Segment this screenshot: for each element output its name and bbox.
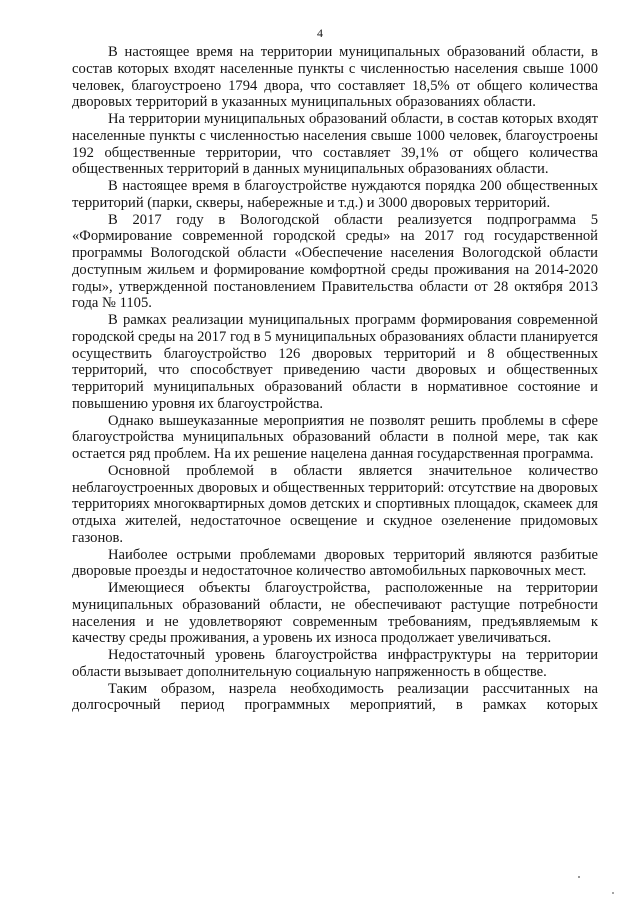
paragraph-5: В рамках реализации муниципальных программ формирования современной городской среды на 2017 год в 5 муниципальных образованиях области планируется осуществить благоустройство 126 дворовых территорий и 8 общественных территорий, что способствует приведению части дворовых и общественных территорий муниципальных образований области в нормативное состояние и повышению уровня их благоустройства. (72, 312, 598, 412)
page-number: 4 (317, 26, 323, 40)
paragraph-10: Недостаточный уровень благоустройства инфраструктуры на территории области вызывает дополнительную социальную напряженность в обществе. (72, 647, 598, 680)
paragraph-6: Однако вышеуказанные мероприятия не позволят решить проблемы в сфере благоустройства муниципальных образований области в полной мере, так как остается ряд проблем. На их решение нацелена данная государственная программа. (72, 412, 598, 462)
paragraph-8: Наиболее острыми проблемами дворовых территорий являются разбитые дворовые проезды и недостаточное количество автомобильных парковочных мест. (72, 546, 598, 580)
scan-speck (612, 892, 614, 894)
paragraph-2: На территории муниципальных образований области, в состав которых входят населенные пункты с численностью населения свыше 1000 человек, благоустроены 192 общественные территории, что составляет 39,1% от общего количества общественных территорий в данных муниципальных образованиях области. (72, 111, 598, 178)
scan-speck (578, 876, 580, 878)
paragraph-4: В 2017 году в Вологодской области реализуется подпрограмма 5 «Формирование современной городской среды» на 2017 год государственной программы Вологодской области «Обеспечение населения Вологодской области доступным жильем и формирование комфортной среды проживания на 2014-2020 годы», утвержденной постановлением Правительства области от 28 октября 2013 года № 1105. (72, 211, 598, 312)
paragraph-11: Таким образом, назрела необходимость реализации рассчитанных на долгосрочный период программных мероприятий, в рамках которых (72, 680, 598, 714)
document-body (72, 44, 598, 714)
paragraph-7: Основной проблемой в области является значительное количество неблагоустроенных дворовых и общественных территорий: отсутствие на дворовых территориях многоквартирных домов детских и спортивных площадок, скамеек для отдыха жителей, недостаточное освещение и скудное озеленение придомовых газонов. (72, 462, 598, 546)
paragraph-1: В настоящее время на территории муниципальных образований области, в состав которых входят населенные пункты с численностью населения свыше 1000 человек, благоустроено 1794 двора, что составляет 18,5% от общего количества дворовых территорий в указанных муниципальных образованиях области. (72, 44, 598, 111)
paragraph-3: В настоящее время в благоустройстве нуждаются порядка 200 общественных территорий (парки, скверы, набережные и т.д.) и 3000 дворовых территорий. (72, 178, 598, 211)
paragraph-9: Имеющиеся объекты благоустройства, расположенные на территории муниципальных образований области, не обеспечивают растущие потребности населения и не удовлетворяют современным требованиям, предъявляемым к качеству среды проживания, а уровень их износа продолжает увеличиваться. (72, 580, 598, 647)
